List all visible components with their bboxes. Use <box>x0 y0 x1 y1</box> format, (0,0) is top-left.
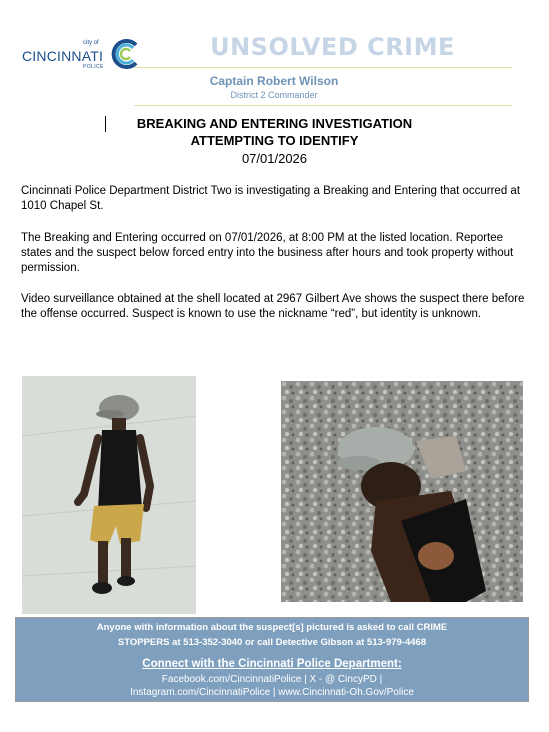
paragraph-incident-details: The Breaking and Entering occurred on 07/01/2026, at 8:00 PM at the listed location. Reportee states and the suspect below forced entry into the business after hours and took property without permission. <box>21 232 514 274</box>
cincinnati-c-logo-icon <box>108 37 142 71</box>
captain-name: Captain Robert Wilson <box>209 74 339 88</box>
flyer-title-line1: BREAKING AND ENTERING INVESTIGATION <box>136 116 413 131</box>
unsolved-crime-banner: UNSOLVED CRIME <box>210 33 455 61</box>
logo-police-label: POLICE <box>83 64 104 70</box>
flyer-title-line2: ATTEMPTING TO IDENTIFY <box>190 133 359 148</box>
logo-city-name: CINCINNATI <box>22 48 104 64</box>
cincinnati-police-logo <box>20 36 142 72</box>
connect-heading: Connect with the Cincinnati Police Department: <box>142 658 402 670</box>
suspect-photo-full-body <box>22 376 196 614</box>
contact-info-box <box>15 617 529 702</box>
crime-stoppers-line1: Anyone with information about the suspect[s] pictured is asked to call CRIME <box>96 622 448 633</box>
flyer-date: 07/01/2026 <box>241 151 308 166</box>
suspect-photo-close-up <box>281 381 523 602</box>
paragraph-investigation: Cincinnati Police Department District Two is investigating a Breaking and Entering that occurred at 1010 Chapel St. <box>21 185 521 212</box>
logo-city-of: city of <box>83 40 99 46</box>
crime-stoppers-line2: STOPPERS at 513-352-3040 or call Detective Gibson at 513-979-4468 <box>117 637 427 648</box>
social-links-line2[interactable]: Instagram.com/CincinnatiPolice | www.Cincinnati-Oh.Gov/Police <box>130 687 414 698</box>
paragraph-surveillance: Video surveillance obtained at the shell located at 2967 Gilbert Ave shows the suspect there before the offense occurred. Suspect is known to use the nickname “red”, but identity is unknown. <box>21 293 525 320</box>
header-divider-top <box>134 67 512 68</box>
social-links-line1[interactable]: Facebook.com/CincinnatiPolice | X - @ CincyPD | <box>161 674 383 685</box>
commander-title: District 2 Commander <box>230 90 318 100</box>
header-divider-bottom <box>134 105 512 106</box>
